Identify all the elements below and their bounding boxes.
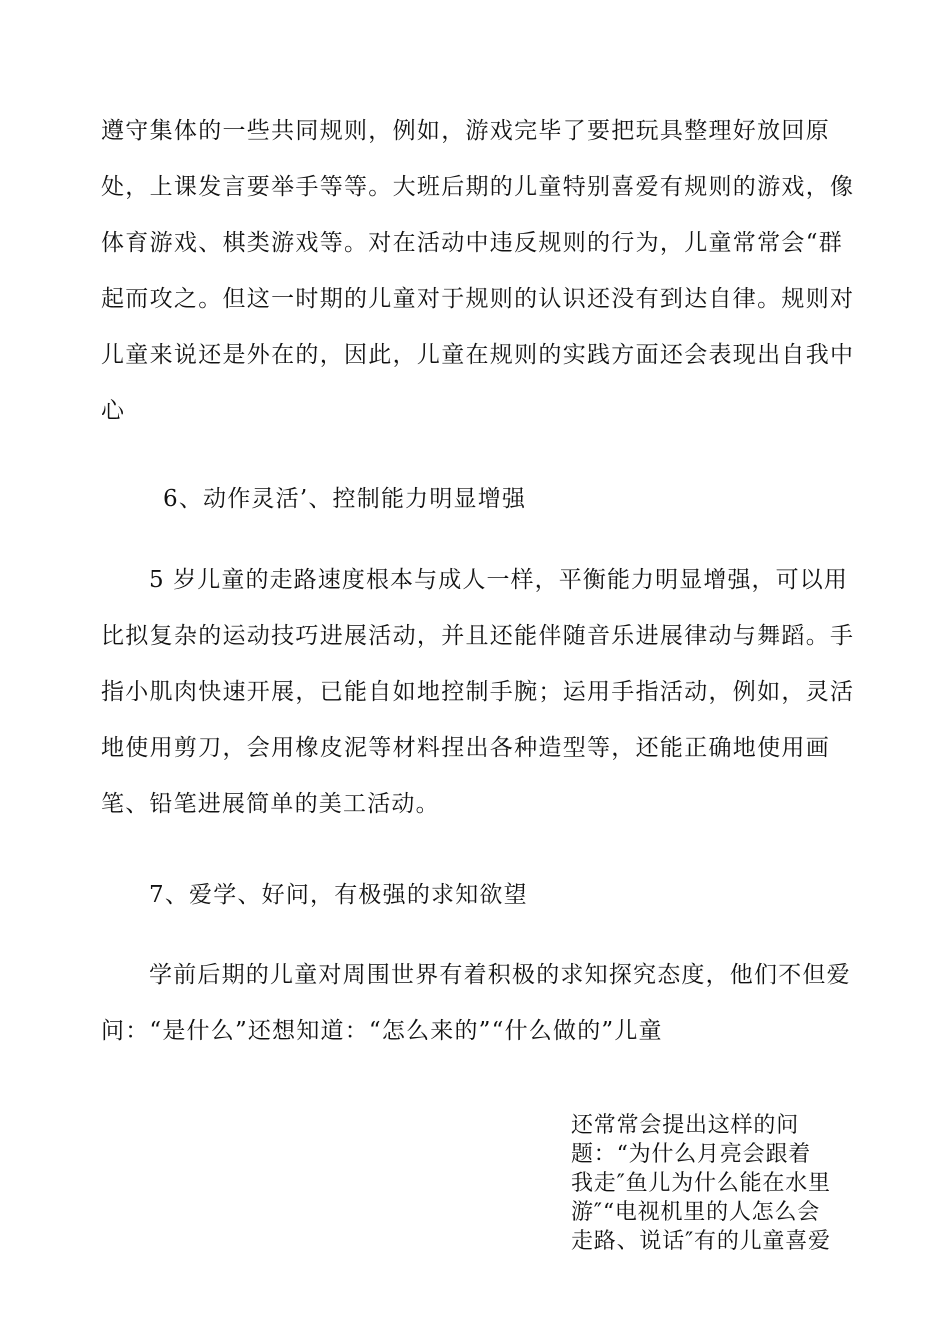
text-line: 笔、铅笔进展简单的美工活动。 bbox=[101, 791, 440, 817]
text-line: 心 bbox=[101, 398, 126, 424]
text-line: 指小肌肉快速开展，已能自如地控制手腕；运用手指活动，例如，灵活 bbox=[101, 679, 855, 705]
text-line: 5 岁儿童的走路速度根本与成人一样，平衡能力明显增强，可以用 bbox=[149, 567, 848, 593]
section-heading-7: 7、爱学、好问，有极强的求知欲望 bbox=[149, 882, 528, 908]
text-line: 走路、说话″有的儿童喜爱 bbox=[571, 1229, 831, 1254]
text-line: 体育游戏、棋类游戏等。对在活动中违反规则的行为，儿童常常会“群 bbox=[101, 230, 844, 256]
text-line: 游″“电视机里的人怎么会 bbox=[571, 1200, 821, 1225]
text-line: 处，上课发言要举手等等。大班后期的儿童特别喜爱有规则的游戏，像 bbox=[101, 174, 855, 200]
paragraph-motor-skills bbox=[101, 552, 859, 832]
text-line: 地使用剪刀，会用橡皮泥等材料捏出各种造型等，还能正确地使用画 bbox=[101, 735, 830, 761]
text-line: 比拟复杂的运动技巧进展活动，并且还能伴随音乐进展律动与舞蹈。手 bbox=[101, 623, 855, 649]
text-line: 题：“为什么月亮会跟着 bbox=[571, 1142, 812, 1167]
text-line: 儿童来说还是外在的，因此，儿童在规则的实践方面还会表现出自我中 bbox=[101, 342, 855, 368]
text-line: 还常常会提出这样的问 bbox=[571, 1113, 800, 1138]
text-line: 学前后期的儿童对周围世界有着积极的求知探究态度，他们不但爱 bbox=[149, 962, 851, 988]
text-line: 起而攻之。但这一时期的儿童对于规则的认识还没有到达自律。规则对 bbox=[101, 286, 855, 312]
text-box-continuation bbox=[571, 1111, 861, 1256]
section-heading-6: 6、动作灵活’、控制能力明显增强 bbox=[163, 486, 527, 512]
paragraph-curiosity bbox=[101, 947, 859, 1059]
text-line: 我走″鱼儿为什么能在水里 bbox=[571, 1171, 831, 1196]
text-line: 问：“是什么”还想知道：“怎么来的”“什么做的”儿童 bbox=[101, 1018, 663, 1044]
text-line: 遵守集体的一些共同规则，例如，游戏完毕了要把玩具整理好放回原 bbox=[101, 118, 830, 144]
paragraph-rules bbox=[101, 103, 859, 439]
